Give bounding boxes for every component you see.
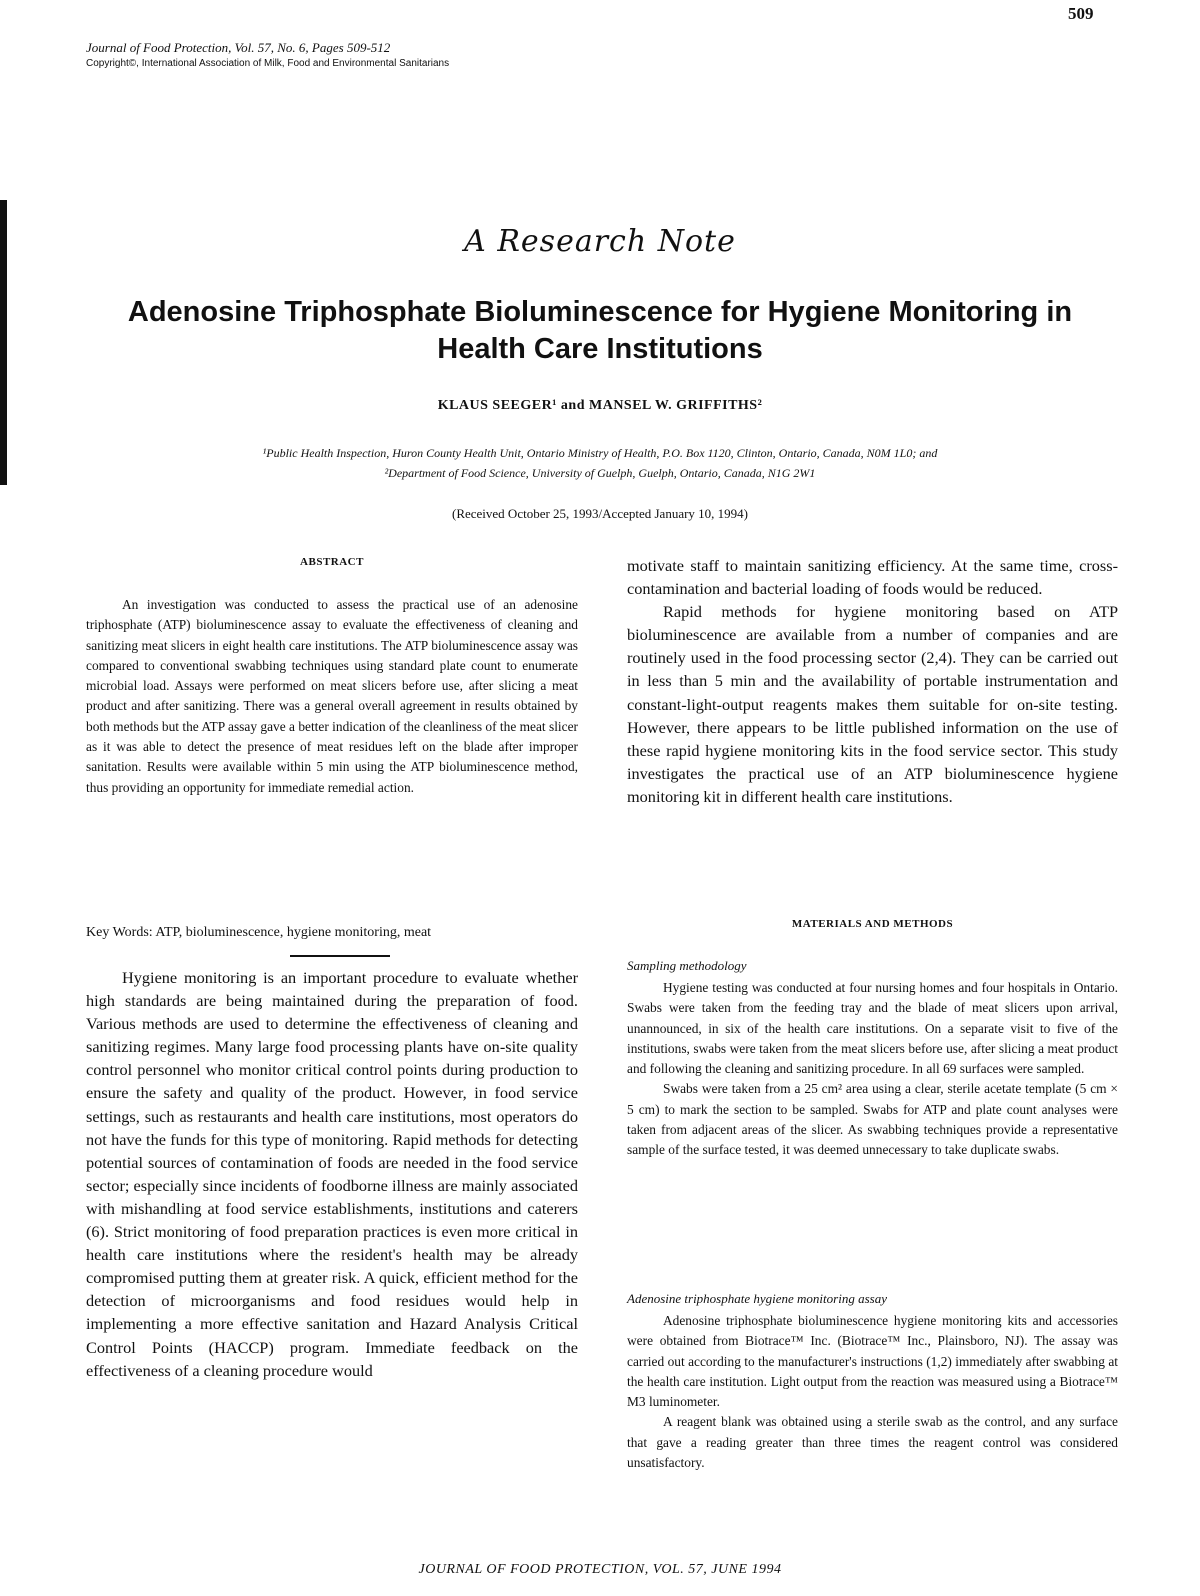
introduction-left bbox=[86, 966, 578, 1382]
abstract-paragraph: An investigation was conducted to assess the practical use of an adenosine triphosphate (ATP) bioluminescence assay to evaluate the effectiveness of cleaning and sanitizing meat slicers in eight health care institutions. The ATP bioluminescence assay was compared to conventional swabbing techniques using standard plate count to enumerate microbial load. Assays were performed on meat slicers before use, after slicing a meat product and after sanitizing. There was a general overall agreement in results obtained by both methods but the ATP assay gave a better indication of the cleanliness of the meat slicer as it was able to detect the presence of meat residues left on the blade after improper sanitation. Results were available within 5 min using the ATP bioluminescence method, thus providing an opportunity for immediate remedial action. bbox=[86, 597, 578, 795]
abstract-body bbox=[86, 595, 578, 798]
affiliation-2: ²Department of Food Science, University of Guelph, Guelph, Ontario, Canada, N1G 2W1 bbox=[384, 466, 816, 480]
copyright-line: Copyright©, International Association of Milk, Food and Environmental Sanitarians bbox=[86, 58, 450, 69]
sampling-body bbox=[627, 978, 1118, 1161]
page-footer: JOURNAL OF FOOD PROTECTION, VOL. 57, JUNE 1994 bbox=[418, 1562, 782, 1577]
author-line: KLAUS SEEGER¹ and MANSEL W. GRIFFITHS² bbox=[437, 398, 763, 413]
intro-paragraph: Rapid methods for hygiene monitoring based on ATP bioluminescence are available from a number of companies and are routinely used in the food processing sector (2,4). They can be carried out in less than 5 min and the availability of portable instrumentation and constant-light-output reagents makes them suitable for on-site testing. However, there appears to be little published information on the use of these rapid hygiene monitoring kits in the food service sector. This study investigates the practical use of an ATP bioluminescence hygiene monitoring kit in different health care institutions. bbox=[627, 602, 1118, 806]
keywords-line: Key Words: ATP, bioluminescence, hygiene monitoring, meat bbox=[86, 925, 432, 940]
atp-assay-body bbox=[627, 1311, 1118, 1473]
methods-paragraph: Adenosine triphosphate bioluminescence hygiene monitoring kits and accessories were obtained from Biotrace™ Inc. (Biotrace™ Inc., Plainsboro, NJ). The assay was carried out according to the manufacturer's instructions (1,2) immediately after swabbing at the health care institution. Light output from the reaction was measured using a Biotrace™ M3 luminometer. bbox=[627, 1313, 1118, 1410]
abstract-heading: ABSTRACT bbox=[300, 556, 364, 568]
page-number: 509 bbox=[1068, 4, 1094, 23]
affiliation-1: ¹Public Health Inspection, Huron County Health Unit, Ontario Ministry of Health, P.O. Box 1120, Clinton, Ontario, Canada, N0M 1L0; and bbox=[262, 446, 938, 460]
subsection-heading-sampling: Sampling methodology bbox=[627, 958, 747, 973]
methods-heading: MATERIALS AND METHODS bbox=[791, 918, 954, 930]
research-note-heading: A Research Note bbox=[464, 224, 736, 259]
intro-paragraph-continued: motivate staff to maintain sanitizing efficiency. At the same time, cross-contamination and bacterial loading of foods would be reduced. bbox=[627, 556, 1118, 599]
methods-paragraph: A reagent blank was obtained using a sterile swab as the control, and any surface that gave a reading greater than three times the reagent control was considered unsatisfactory. bbox=[627, 1414, 1118, 1471]
article-title: Adenosine Triphosphate Bioluminescence for Hygiene Monitoring in Health Care Institutions bbox=[127, 296, 1073, 365]
received-dates: (Received October 25, 1993/Accepted January 10, 1994) bbox=[451, 506, 748, 521]
section-divider bbox=[290, 955, 390, 957]
methods-paragraph: Hygiene testing was conducted at four nursing homes and four hospitals in Ontario. Swabs were taken from the feeding tray and the blade of meat slicers upon arrival, unannounced, in six of the health care institutions. On a separate visit to five of the institutions, swabs were taken from the meat slicers before use, after slicing a meat product and following the cleaning and sanitizing procedure. In all 69 surfaces were sampled. bbox=[627, 980, 1118, 1077]
subsection-heading-atp-assay: Adenosine triphosphate hygiene monitoring assay bbox=[627, 1291, 887, 1306]
journal-citation: Journal of Food Protection, Vol. 57, No. 6, Pages 509-512 bbox=[86, 40, 391, 55]
introduction-right bbox=[627, 554, 1118, 808]
methods-paragraph: Swabs were taken from a 25 cm² area using a clear, sterile acetate template (5 cm × 5 cm) to mark the section to be sampled. Swabs for ATP and plate count analyses were taken from adjacent areas of the slicer. As swabbing techniques provide a representative sample of the surface tested, it was deemed unnecessary to take duplicate swabs. bbox=[627, 1081, 1118, 1158]
intro-paragraph: Hygiene monitoring is an important procedure to evaluate whether high standards are being maintained during the preparation of food. Various methods are used to determine the effectiveness of cleaning and sanitizing regimes. Many large food processing plants have on-site quality control personnel who monitor critical control points during production to ensure the safety and quality of the product. However, in food service settings, such as restaurants and health care institutions, most operators do not have the funds for this type of monitoring. Rapid methods for detecting potential sources of contamination of foods are needed in the food service sector; especially since incidents of foodborne illness are mainly associated with mishandling at food service establishments, institutions and caterers (6). Strict monitoring of food preparation practices is even more critical in health care institutions where the resident's health may be already compromised putting them at greater risk. A quick, efficient method for the detection of microorganisms and food residues would help in implementing a more effective sanitation and Hazard Analysis Critical Control Points (HACCP) program. Immediate feedback on the effectiveness of a cleaning procedure would bbox=[86, 968, 578, 1380]
